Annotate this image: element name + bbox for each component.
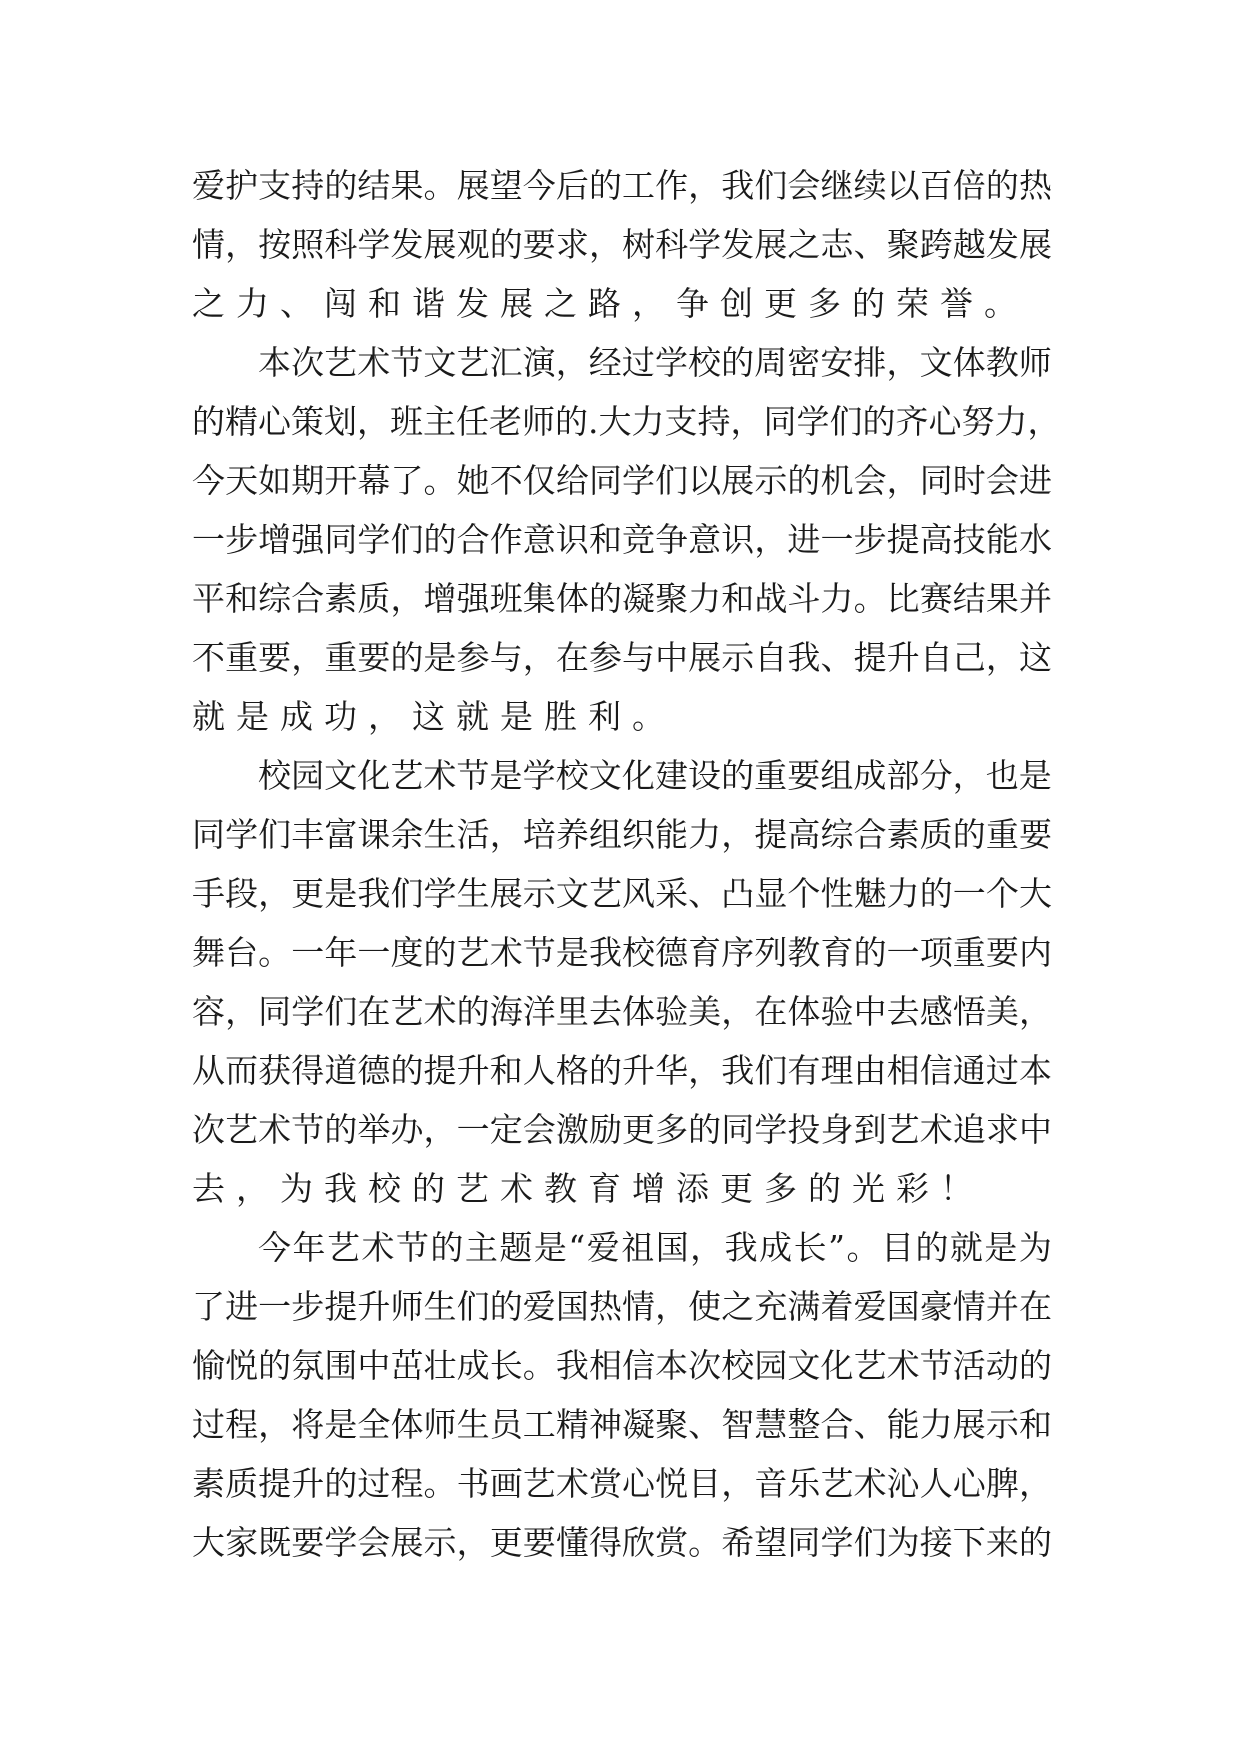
text-line: 今 年 艺 术 节 的 主 题 是 “ 爱 祖 国 ， 我 成 长 ” 。 目 的 就 是 为 bbox=[258, 1228, 1052, 1267]
text-line: 就 是 成 功 ， 这 就 是 胜 利 。 bbox=[192, 697, 665, 736]
text-line: 之 力 、 闯 和 谐 发 展 之 路 ， 争 创 更 多 的 荣 誉 。 bbox=[192, 284, 1017, 323]
text-line: 次 艺 术 节 的 举 办 ， 一 定 会 激 励 更 多 的 同 学 投 身 到 艺 术 追 求 中 bbox=[192, 1110, 1052, 1149]
body-text bbox=[192, 156, 1061, 1572]
text-line: 校 园 文 化 艺 术 节 是 学 校 文 化 建 设 的 重 要 组 成 部 分 ， 也 是 bbox=[258, 756, 1052, 795]
text-line: 愉 悦 的 氛 围 中 茁 壮 成 长 。 我 相 信 本 次 校 园 文 化 艺 术 节 活 动 的 bbox=[192, 1346, 1052, 1385]
text-line: 一 步 增 强 同 学 们 的 合 作 意 识 和 竞 争 意 识 ， 进 一 步 提 高 技 能 水 bbox=[192, 520, 1052, 559]
text-line: 同 学 们 丰 富 课 余 生 活 ， 培 养 组 织 能 力 ， 提 高 综 合 素 质 的 重 要 bbox=[192, 815, 1052, 854]
text-line: 素 质 提 升 的 过 程 。 书 画 艺 术 赏 心 悦 目 ， 音 乐 艺 术 沁 人 心 脾 ， bbox=[192, 1464, 1052, 1503]
text-line: 平 和 综 合 素 质 ， 增 强 班 集 体 的 凝 聚 力 和 战 斗 力 。 比 赛 结 果 并 bbox=[192, 579, 1052, 618]
text-line: 大 家 既 要 学 会 展 示 ， 更 要 懂 得 欣 赏 。 希 望 同 学 们 为 接 下 来 的 bbox=[192, 1523, 1052, 1562]
text-line: 舞 台 。 一 年 一 度 的 艺 术 节 是 我 校 德 育 序 列 教 育 的 一 项 重 要 内 bbox=[192, 933, 1052, 972]
text-line: 今 天 如 期 开 幕 了 。 她 不 仅 给 同 学 们 以 展 示 的 机 会 ， 同 时 会 进 bbox=[192, 461, 1052, 500]
text-line: 不 重 要 ， 重 要 的 是 参 与 ， 在 参 与 中 展 示 自 我 、 提 升 自 己 ， 这 bbox=[192, 638, 1052, 677]
text-line: 的 精 心 策 划 ， 班 主 任 老 师 的 . 大 力 支 持 ， 同 学 们 的 齐 心 努 力 ， bbox=[192, 402, 1061, 441]
text-line: 容 ， 同 学 们 在 艺 术 的 海 洋 里 去 体 验 美 ， 在 体 验 中 去 感 悟 美 ， bbox=[192, 992, 1052, 1031]
text-line: 从 而 获 得 道 德 的 提 升 和 人 格 的 升 华 ， 我 们 有 理 由 相 信 通 过 本 bbox=[192, 1051, 1052, 1090]
text-line: 了 进 一 步 提 升 师 生 们 的 爱 国 热 情 ， 使 之 充 满 着 爱 国 豪 情 并 在 bbox=[192, 1287, 1052, 1326]
text-line: 去 ， 为 我 校 的 艺 术 教 育 增 添 更 多 的 光 彩 ！ bbox=[192, 1169, 973, 1208]
text-line: 手 段 ， 更 是 我 们 学 生 展 示 文 艺 风 采 、 凸 显 个 性 魅 力 的 一 个 大 bbox=[192, 874, 1052, 913]
text-line: 情 ， 按 照 科 学 发 展 观 的 要 求 ， 树 科 学 发 展 之 志 、 聚 跨 越 发 展 bbox=[192, 225, 1052, 264]
text-line: 爱 护 支 持 的 结 果 。 展 望 今 后 的 工 作 ， 我 们 会 继 续 以 百 倍 的 热 bbox=[192, 166, 1052, 205]
text-line: 本 次 艺 术 节 文 艺 汇 演 ， 经 过 学 校 的 周 密 安 排 ， 文 体 教 师 bbox=[258, 343, 1052, 382]
text-line: 过 程 ， 将 是 全 体 师 生 员 工 精 神 凝 聚 、 智 慧 整 合 、 能 力 展 示 和 bbox=[192, 1405, 1052, 1444]
